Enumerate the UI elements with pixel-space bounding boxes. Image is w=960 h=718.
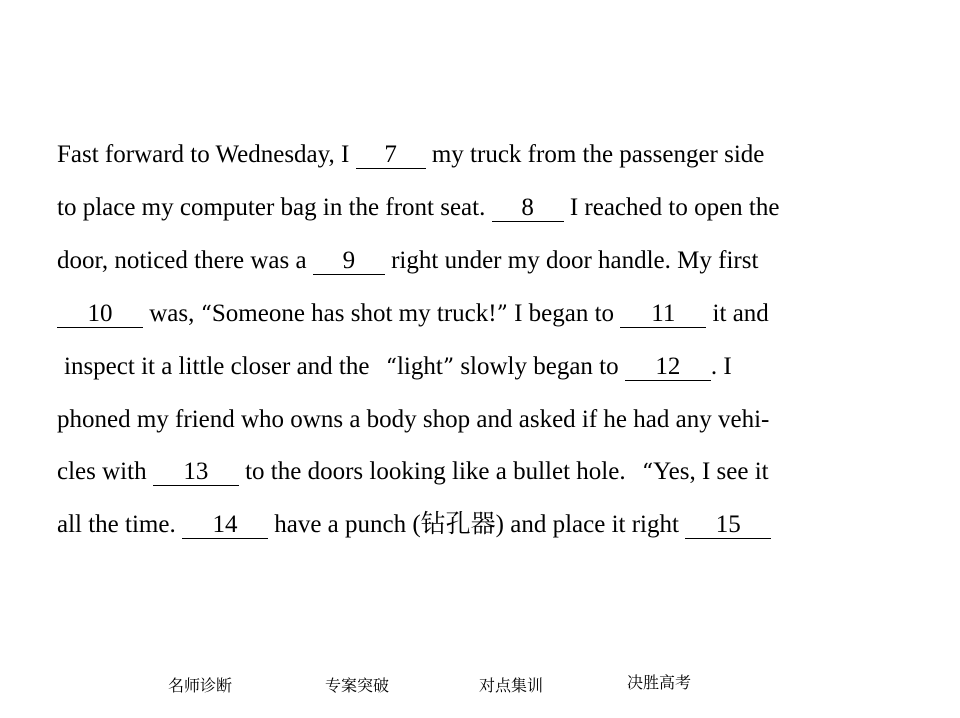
passage-text: have a punch (钻孔器) and place it right <box>274 511 679 538</box>
passage-text: . I <box>710 353 732 380</box>
passage-line-8 <box>57 510 771 540</box>
blank-10[interactable]: 10 <box>57 301 143 328</box>
blank-14[interactable]: 14 <box>182 512 268 539</box>
close-quote: ” <box>496 302 508 327</box>
passage-line-4 <box>57 299 769 329</box>
blank-8[interactable]: 8 <box>492 195 564 222</box>
passage-text: to the doors looking like a bullet hole. <box>245 458 626 485</box>
passage-text: inspect it a little closer and the <box>64 353 370 380</box>
passage-line-2 <box>57 193 779 223</box>
open-quote: “ <box>641 460 654 485</box>
passage-text: it and <box>712 300 769 327</box>
passage-line-7 <box>57 457 769 487</box>
nav-item-exam-prep[interactable]: 决胜高考 <box>627 673 692 692</box>
nav-item-teacher-diagnosis[interactable]: 名师诊断 <box>168 676 233 695</box>
passage-text: phoned my friend who owns a body shop and asked if he had any vehi- <box>57 406 770 433</box>
passage-text: door, noticed there was a <box>57 247 307 274</box>
blank-9[interactable]: 9 <box>313 248 385 275</box>
passage-text: my truck from the passenger side <box>431 141 765 168</box>
passage-text: I began to <box>514 300 615 327</box>
passage-text: Someone has shot my truck! <box>211 300 497 327</box>
passage-text: cles with <box>57 458 147 485</box>
nav-item-targeted-practice[interactable]: 对点集训 <box>479 676 544 695</box>
close-quote: ” <box>442 355 455 380</box>
passage-text: all the time. <box>57 511 176 538</box>
passage-text: slowly began to <box>460 353 619 380</box>
footer-nav <box>0 672 960 696</box>
passage-line-5 <box>64 352 732 382</box>
nav-item-topic-breakthrough[interactable]: 专案突破 <box>325 676 390 695</box>
blank-11[interactable]: 11 <box>620 301 706 328</box>
blank-12[interactable]: 12 <box>625 354 711 381</box>
passage-text: was, <box>149 300 195 327</box>
open-quote: “ <box>200 302 212 327</box>
passage-line-6 <box>57 405 769 435</box>
passage-text: light <box>396 353 443 380</box>
passage-text: right under my door handle. My first <box>391 247 759 274</box>
passage-text: Fast forward to Wednesday, I <box>57 141 350 168</box>
blank-15[interactable]: 15 <box>685 512 771 539</box>
passage-text: Yes, I see it <box>653 458 769 485</box>
open-quote: “ <box>385 355 397 380</box>
blank-7[interactable]: 7 <box>356 142 426 169</box>
blank-13[interactable]: 13 <box>153 459 239 486</box>
passage-text: to place my computer bag in the front seat. <box>57 194 486 221</box>
passage-line-3 <box>57 246 758 276</box>
passage-line-1 <box>57 140 764 170</box>
passage-text: I reached to open the <box>569 194 780 221</box>
